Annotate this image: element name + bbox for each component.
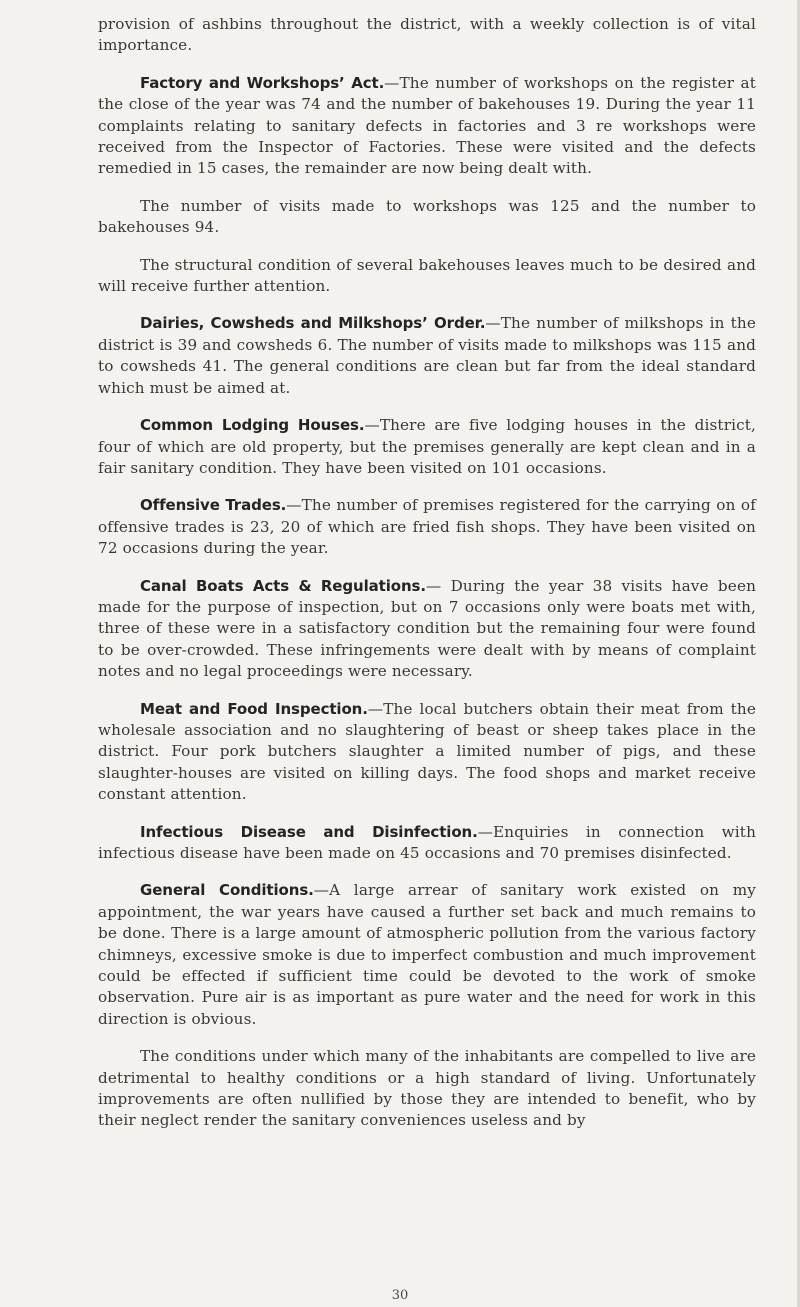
paragraph-body: —The number of workshops on the register at the close of the year was 74 and the number of bakehouses 19. During the year 11 complaints relating to sanitary defects in factories and 3 re workshops were received from the Inspector of Factories. These were visited and the defects remedied in 15 cases, the remainder are now being dealt with. <box>98 73 756 178</box>
paragraph-ashbins <box>98 14 756 57</box>
paragraph-body: —The number of milkshops in the district is 39 and cowsheds 6. The number of visits made to milkshops was 115 and to cowsheds 41. The general conditions are clean but far from the ideal standard which must be aimed at. <box>98 314 756 397</box>
paragraph-offensive-trades <box>98 495 756 559</box>
section-heading: Canal Boats Acts & Regulations. <box>140 576 426 595</box>
paragraph-body: —Enquiries in connection with infectious disease have been made on 45 occasions and 70 premises disinfected. <box>98 822 756 862</box>
text-column <box>98 14 756 1148</box>
paragraph-dairies <box>98 313 756 399</box>
paragraph-body: The conditions under which many of the inhabitants are compelled to live are detrimental to healthy conditions or a high standard of living. Unfortunately improvements are often nullified by those they are intended to benefit, who by their neglect render the sanitary conveniences useless and by <box>98 1047 756 1130</box>
section-heading: Meat and Food Inspection. <box>140 699 368 718</box>
section-heading: Factory and Workshops’ Act. <box>140 73 385 92</box>
page-number: 30 <box>391 1288 409 1303</box>
paragraph-lodging-houses <box>98 415 756 479</box>
paragraph-general-conditions <box>98 880 756 1030</box>
paragraph-infectious-disease <box>98 822 756 865</box>
section-heading: Dairies, Cowsheds and Milkshops’ Order. <box>140 314 486 333</box>
section-heading: Infectious Disease and Disinfection. <box>140 822 478 841</box>
section-heading: Common Lodging Houses. <box>140 416 365 435</box>
paragraph-visits <box>98 196 756 239</box>
paragraph-body: —The local butchers obtain their meat from the wholesale association and no slaughtering of beast or sheep takes place in the district. Four pork butchers slaughter a limited number of pigs, and these slaughter-houses are visited on killing days. The food shops and market receive constant attention. <box>98 699 756 804</box>
paragraph-body: —There are five lodging houses in the district, four of which are old property, but the premises generally are kept clean and in a fair sanitary condition. They have been visited on 101 occasions. <box>98 416 756 477</box>
paragraph-body: provision of ashbins throughout the district, with a weekly collection is of vital importance. <box>98 15 756 55</box>
paragraph-factory-workshops <box>98 73 756 180</box>
paragraph-body: — During the year 38 visits have been made for the purpose of inspection, but on 7 occasions only were boats met with, three of these were in a satisfactory condition but the remaining four were found to be over-crowded. These infringements were dealt with by means of complaint notes and no legal proceedings were necessary. <box>98 576 757 681</box>
section-heading: General Conditions. <box>140 881 314 900</box>
paragraph-body: —The number of premises registered for the carrying on of offensive trades is 23, 20 of which are fried fish shops. They have been visited on 72 occasions during the year. <box>98 496 757 558</box>
paragraph-living-conditions <box>98 1046 756 1132</box>
section-heading: Offensive Trades. <box>140 496 287 515</box>
paragraph-body: —A large arrear of sanitary work existed on my appointment, the war years have caused a further set back and much remains to be done. There is a large amount of atmospheric pollution from the various factory chimneys, excessive smoke is due to imperfect combustion and much improvement could be effected if sufficient time could be devoted to the work of smoke observation. Pure air is as important as pure water and the need for work in this direction is obvious. <box>98 881 756 1028</box>
paragraph-meat-food <box>98 699 756 806</box>
paragraph-canal-boats <box>98 576 756 683</box>
paragraph-bakehouses <box>98 255 756 298</box>
paragraph-body: The number of visits made to workshops was 125 and the number to bakehouses 94. <box>98 196 756 237</box>
paragraph-body: The structural condition of several bakehouses leaves much to be desired and will receive further attention. <box>98 255 756 296</box>
